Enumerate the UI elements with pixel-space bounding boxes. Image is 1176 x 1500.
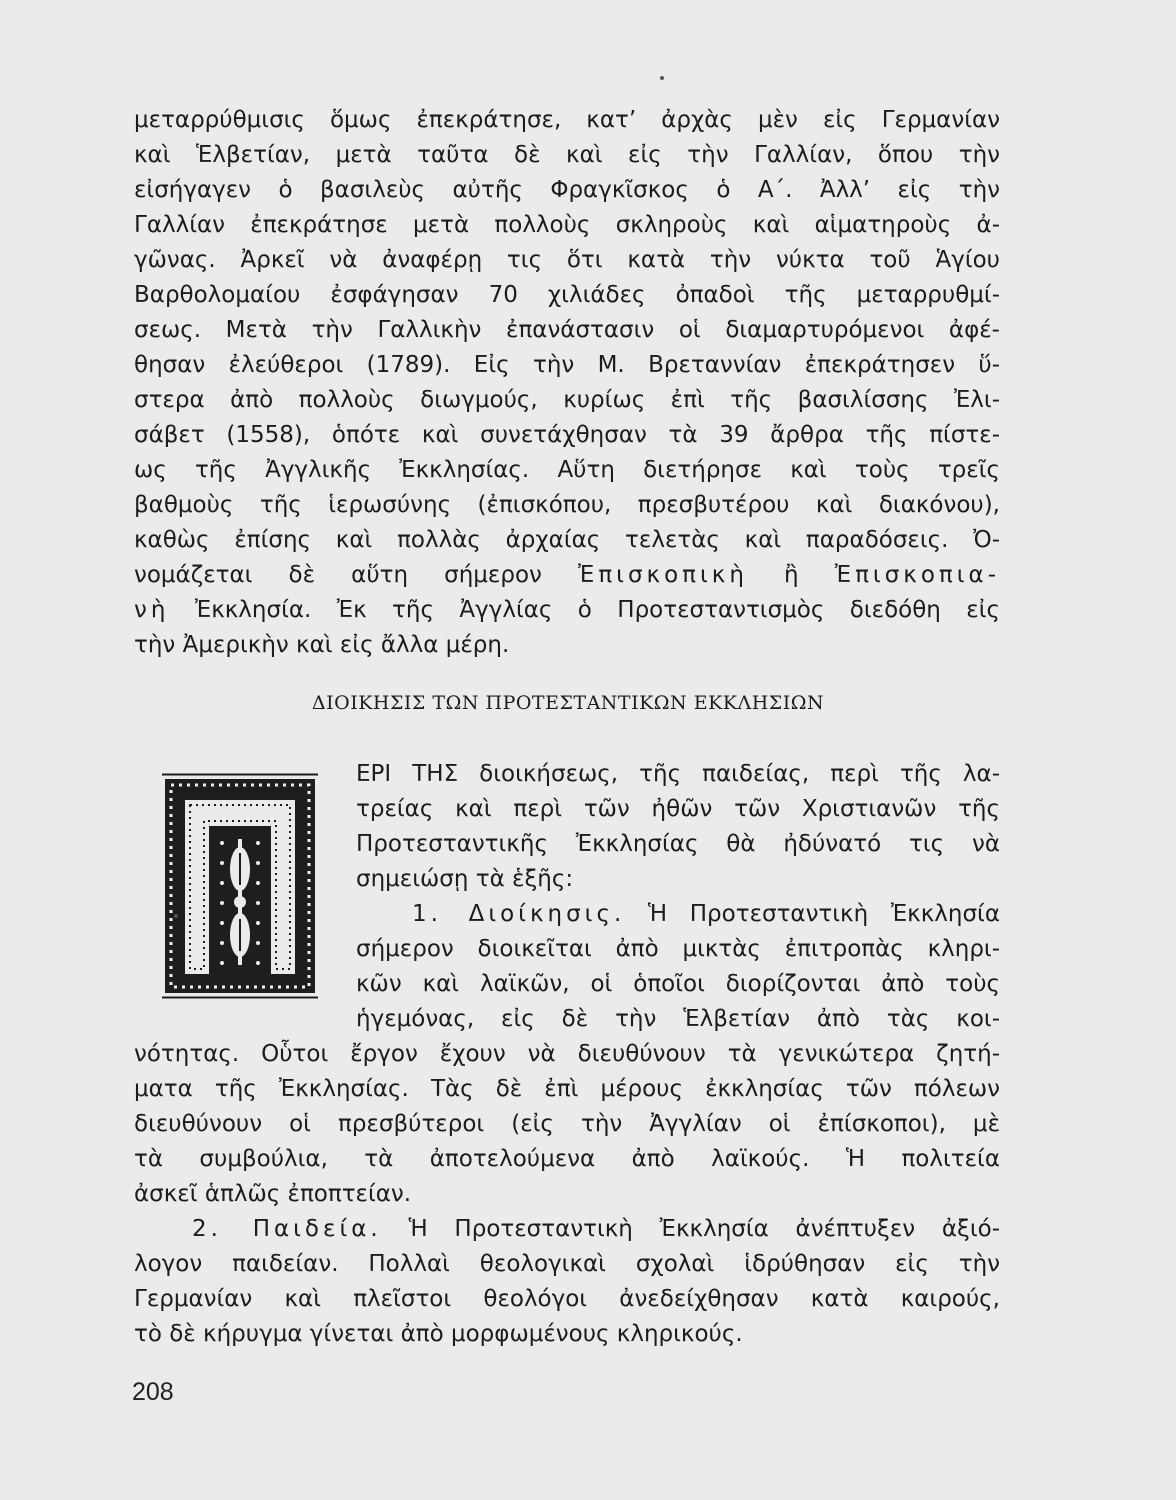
text-line: σημειώσῃ τὰ ἑξῆς: (356, 866, 574, 892)
spaced-term: νὴ (134, 597, 170, 623)
text-line: Βαρθολομαίου ἐσφάγησαν 70 χιλιάδες ὀπαδοὶ τῆς μεταρρυθμί- (134, 282, 1000, 308)
page-number: 208 (132, 1378, 174, 1406)
text-segment: Ἡ Προτεσταντικὴ Ἐκκλησία (625, 901, 1000, 927)
text-line: σήμερον διοικεῖται ἀπὸ μικτὰς ἐπιτροπὰς κληρι- (356, 936, 1000, 962)
text-line (412, 897, 1000, 931)
text-line: λογον παιδείαν. Πολλαὶ θεολογικαὶ σχολαὶ ἱδρύθησαν εἰς τὴν (134, 1251, 1000, 1277)
text-line: κῶν καὶ λαϊκῶν, οἱ ὁποῖοι διορίζονται ἀπὸ τοὺς (356, 971, 1000, 997)
print-speck (660, 76, 664, 80)
subsection-title: 2. Παιδεία. (192, 1216, 382, 1242)
text-line: εἰσήγαγεν ὁ βασιλεὺς αὐτῆς Φραγκῖσκος ὁ Α΄. Ἀλλ’ εἰς τὴν (134, 177, 1000, 203)
print-speck (174, 914, 178, 918)
text-line: Γαλλίαν ἐπεκράτησε μετὰ πολλοὺς σκληροὺς καὶ αἱματηροὺς ἀ- (134, 212, 1000, 238)
text-line: βαθμοὺς τῆς ἱερωσύνης (ἐπισκόπου, πρεσβυτέρου καὶ διακόνου), (134, 492, 1000, 518)
text-line (134, 558, 1000, 592)
text-line: διευθύνουν οἱ πρεσβύτεροι (εἰς τὴν Ἀγγλίαν οἱ ἐπίσκοποι), μὲ (134, 1111, 1000, 1137)
text-segment: νομάζεται δὲ αὕτη σήμερον (134, 562, 578, 588)
text-line: καὶ Ἑλβετίαν, μετὰ ταῦτα δὲ καὶ εἰς τὴν Γαλλίαν, ὅπου τὴν (134, 142, 1000, 168)
text-line: τὴν Ἀμερικὴν καὶ εἰς ἄλλα μέρη. (134, 632, 510, 658)
text-line: τὸ δὲ κήρυγμα γίνεται ἀπὸ μορφωμένους κληρικούς. (134, 1321, 743, 1347)
text-line: ἡγεμόνας, εἰς δὲ τὴν Ἑλβετίαν ἀπὸ τὰς κοι- (356, 1006, 1000, 1032)
text-line: στερα ἀπὸ πολλοὺς διωγμούς, κυρίως ἐπὶ τῆς βασιλίσσης Ἐλι- (134, 387, 1000, 413)
text-line: σάβετ (1558), ὁπότε καὶ συνετάχθησαν τὰ 39 ἄρθρα τῆς πίστε- (134, 422, 1000, 448)
text-line: σεως. Μετὰ τὴν Γαλλικὴν ἐπανάστασιν οἱ διαμαρτυρόμενοι ἀφέ- (134, 317, 1000, 343)
text-segment: Ἡ Προτεσταντικὴ Ἐκκλησία ἀνέπτυξεν ἀξιό- (381, 1216, 1000, 1242)
text-line: Γερμανίαν καὶ πλεῖστοι θεολόγοι ἀνεδείχθησαν κατὰ καιρούς, (134, 1286, 1000, 1312)
section-heading: ΔΙΟΙΚΗΣΙΣ ΤΩΝ ΠΡΟΤΕΣΤΑΝΤΙΚΩΝ ΕΚΚΛΗΣΙΩΝ (311, 692, 825, 714)
text-line: ως τῆς Ἀγγλικῆς Ἐκκλησίας. Αὕτη διετήρησε καὶ τοὺς τρεῖς (134, 457, 1000, 483)
text-segment: Ἐκκλησία. Ἐκ τῆς Ἀγγλίας ὁ Προτεσταντισμὸς διεδόθη εἰς (169, 597, 1000, 623)
text-line: καθὼς ἐπίσης καὶ πολλὰς ἀρχαίας τελετὰς καὶ παραδόσεις. Ὀ- (134, 527, 1000, 553)
text-line: ΕΡΙ ΤΗΣ διοικήσεως, τῆς παιδείας, περὶ τῆς λα- (356, 761, 1000, 787)
text-line: μεταρρύθμισις ὅμως ἐπεκράτησε, κατ’ ἀρχὰς μὲν εἰς Γερμανίαν (134, 107, 1000, 133)
text-line: γῶνας. Ἀρκεῖ νὰ ἀναφέρῃ τις ὅτι κατὰ τὴν νύκτα τοῦ Ἁγίου (134, 247, 1000, 273)
spaced-term: Ἐπισκοπικὴ (577, 562, 748, 588)
text-line: Προτεσταντικῆς Ἐκκλησίας θὰ ἠδύνατό τις νὰ (356, 831, 1000, 857)
text-line: νότητας. Οὗτοι ἔργον ἔχουν νὰ διευθύνουν τὰ γενικώτερα ζητή- (134, 1041, 1000, 1067)
text-line: ματα τῆς Ἐκκλησίας. Τὰς δὲ ἐπὶ μέρους ἐκκλησίας τῶν πόλεων (134, 1076, 1000, 1102)
dropcap-pi-icon (162, 773, 318, 999)
text-line: θησαν ἐλεύθεροι (1789). Εἰς τὴν Μ. Βρεταννίαν ἐπεκράτησεν ὕ- (134, 352, 1000, 378)
text-segment: ἢ (747, 562, 835, 588)
spaced-term: Ἐπισκοπια- (834, 562, 1000, 588)
text-line (192, 1212, 1000, 1246)
text-line: ἀσκεῖ ἁπλῶς ἐποπτείαν. (134, 1181, 412, 1207)
subsection-title: 1. Διοίκησις. (412, 901, 626, 927)
text-line: τρείας καὶ περὶ τῶν ἠθῶν τῶν Χριστιανῶν τῆς (356, 796, 1000, 822)
text-line: τὰ συμβούλια, τὰ ἀποτελούμενα ἀπὸ λαϊκούς. Ἡ πολιτεία (134, 1146, 1000, 1172)
text-line (134, 593, 1000, 627)
